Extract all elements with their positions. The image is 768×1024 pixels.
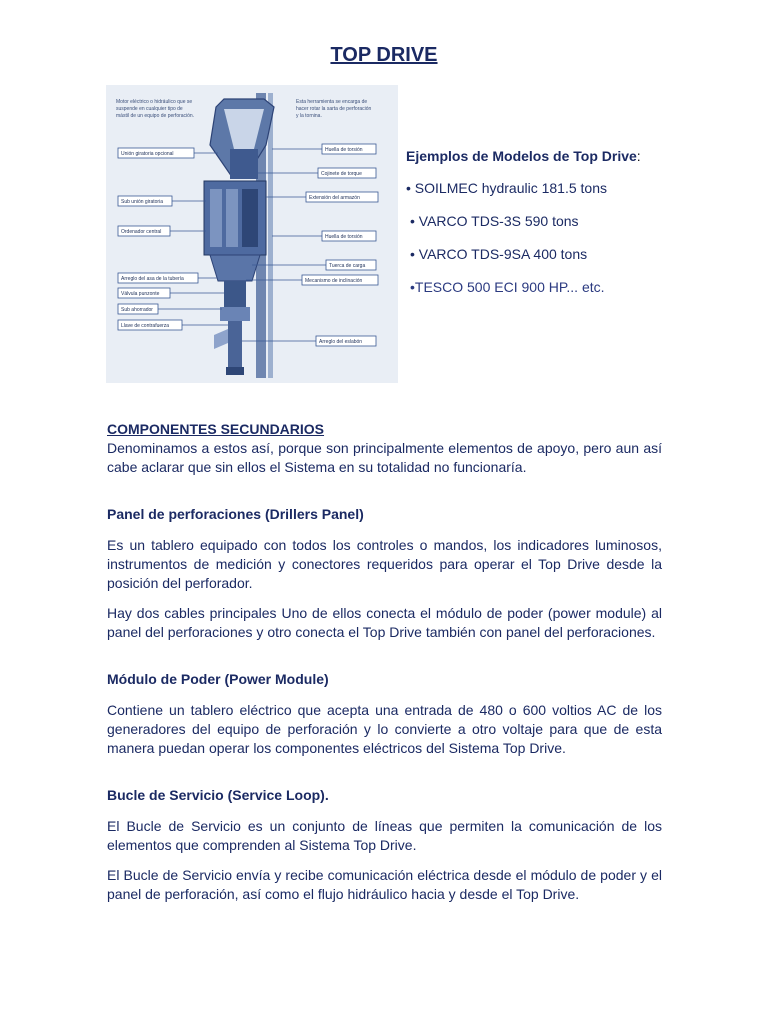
- svg-text:Mecanismo de inclinación: Mecanismo de inclinación: [305, 278, 363, 284]
- section-title-drillers-panel: Panel de perforaciones (Drillers Panel): [107, 506, 364, 522]
- svg-text:Sub ahorrador: Sub ahorrador: [121, 307, 153, 313]
- svg-text:Unión giratoria opcional: Unión giratoria opcional: [121, 151, 174, 157]
- svg-text:Arreglo del asa de la tubería: Arreglo del asa de la tubería: [121, 276, 184, 282]
- models-heading-text: Ejemplos de Modelos de Top Drive: [406, 148, 637, 164]
- paragraph-power-module: Contiene un tablero eléctrico que acepta una entrada de 480 o 600 voltios AC de los generadores del equipo de perforación y lo convierte a otro voltaje para que de esta manera puedan operar los componentes eléctricos del Sistema Top Drive.: [107, 702, 662, 756]
- models-list: [406, 148, 746, 312]
- svg-text:Arreglo del eslabón: Arreglo del eslabón: [319, 339, 363, 345]
- model-item-soilmec: • SOILMEC hydraulic 181.5 tons: [406, 180, 607, 196]
- paragraph-drillers-panel-2: Hay dos cables principales Uno de ellos conecta el módulo de poder (power module) al panel del perforaciones y otro conecta el Top Drive también con panel del perforaciones.: [107, 605, 662, 640]
- svg-text:Cojinete de torque: Cojinete de torque: [321, 171, 362, 177]
- section-title-service-loop: Bucle de Servicio (Service Loop).: [107, 787, 329, 803]
- paragraph-secondary: Denominamos a estos así, porque son principalmente elementos de apoyo, pero aun así cabe aclarar que sin ellos el Sistema en su totalidad no funcionaría.: [107, 440, 662, 475]
- svg-text:Extensión del armazón: Extensión del armazón: [309, 195, 360, 201]
- svg-text:Válvula punzonte: Válvula punzonte: [121, 291, 160, 297]
- models-heading: [406, 148, 746, 164]
- svg-text:Sub unión giratoria: Sub unión giratoria: [121, 199, 163, 205]
- svg-text:Huella de torsión: Huella de torsión: [325, 234, 363, 240]
- model-item-varco-tds-3s: • VARCO TDS-3S 590 tons: [410, 213, 579, 229]
- model-item-varco-tds-9sa: • VARCO TDS-9SA 400 tons: [410, 246, 588, 262]
- section-title-secondary: COMPONENTES SECUNDARIOS: [107, 421, 325, 437]
- svg-text:mástil de un equipo de perfora: mástil de un equipo de perforación.: [116, 113, 195, 119]
- document-body: [107, 420, 662, 904]
- paragraph-drillers-panel-1: Es un tablero equipado con todos los controles o mandos, los indicadores luminosos, instrumentos de medición y conectores requeridos para operar el Top Drive desde la posición del perforador.: [107, 537, 662, 591]
- model-item-tesco: •TESCO 500 ECI 900 HP... etc.: [410, 279, 605, 295]
- svg-text:hacer rotar la sarta de perfor: hacer rotar la sarta de perforación: [296, 106, 372, 112]
- svg-text:suspende en cualquier tipo de: suspende en cualquier tipo de: [116, 106, 183, 112]
- svg-text:Motor eléctrico o hidráulico q: Motor eléctrico o hidráulico que se: [116, 99, 193, 105]
- svg-text:Ordenador central: Ordenador central: [121, 229, 162, 235]
- svg-text:Huella de torsión: Huella de torsión: [325, 147, 363, 153]
- models-heading-colon: :: [636, 148, 641, 164]
- page-title: TOP DRIVE: [330, 44, 438, 66]
- svg-text:Llave de contrafuerza: Llave de contrafuerza: [121, 323, 170, 329]
- paragraph-service-loop-1: El Bucle de Servicio es un conjunto de líneas que permiten la comunicación de los elementos que comprenden al Sistema Top Drive.: [107, 818, 662, 853]
- top-drive-diagram: [106, 85, 398, 383]
- paragraph-service-loop-2: El Bucle de Servicio envía y recibe comunicación eléctrica desde el módulo de poder y el panel de perforación, así como el flujo hidráulico hacia y desde el Top Drive.: [107, 867, 662, 902]
- svg-text:y la tornina.: y la tornina.: [296, 113, 322, 119]
- svg-text:Esta herramienta se encarga de: Esta herramienta se encarga de: [296, 99, 368, 105]
- section-title-power-module: Módulo de Poder (Power Module): [107, 671, 329, 687]
- svg-text:Tuerca de carga: Tuerca de carga: [329, 263, 366, 269]
